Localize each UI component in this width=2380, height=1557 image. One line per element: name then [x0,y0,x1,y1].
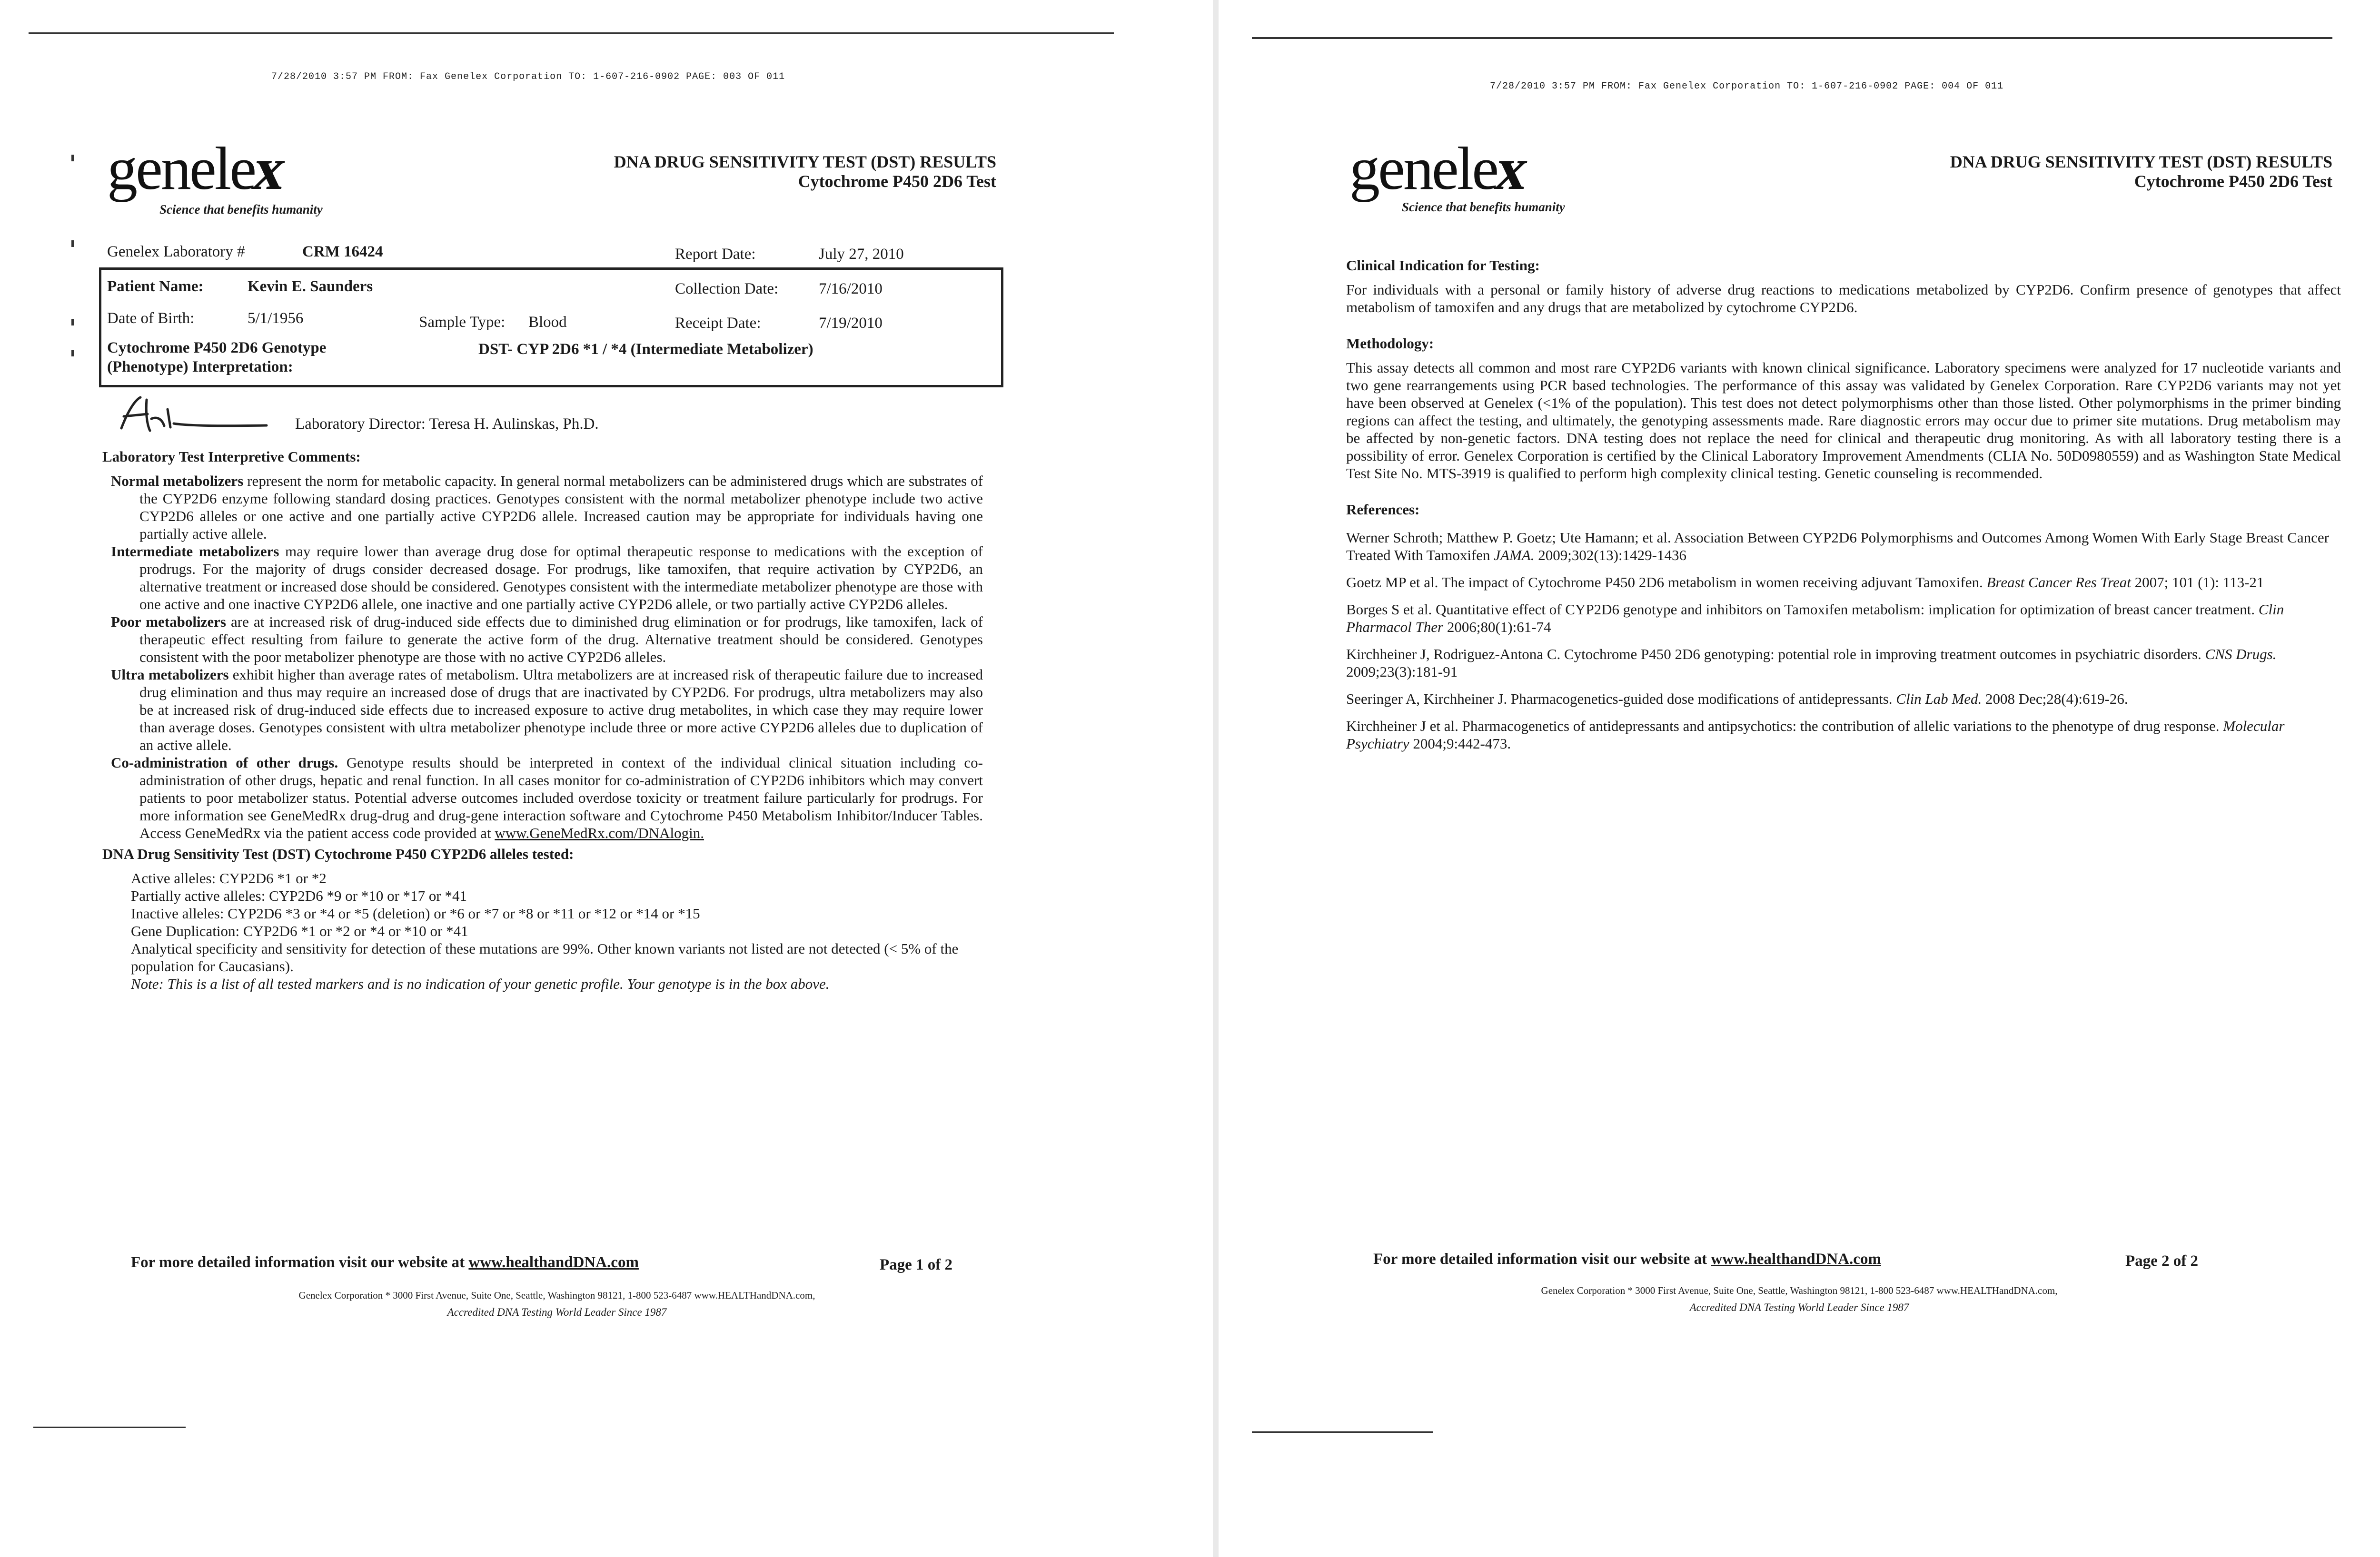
alleles-partial: Partially active alleles: CYP2D6 *9 or *10 or *17 or *41 [131,887,467,904]
page-number: Page 1 of 2 [880,1256,953,1273]
poor-metabolizers-text: are at increased risk of drug-induced side effects due to diminished drug elimination or for prodrugs, like tamoxifen, lack of therapeutic effect resulting from failure to generate the active form of the drug. Alternative treatment should be considered. Genotypes consistent with the poor metabolizer phenotype are those with no active CYP2D6 alleles. [139,613,983,665]
lab-number-label: Genelex Laboratory # [107,243,245,260]
scan-edge-line [1252,1431,1433,1433]
interpretive-comments [102,448,983,993]
reference-text: Kirchheiner J, Rodriguez-Antona C. Cytochrome P450 2D6 genotyping: potential role in improving treatment outcomes in psychiatric disorders. [1346,646,2202,662]
intermediate-metabolizers-heading: Intermediate metabolizers [111,543,279,560]
patient-name-value: Kevin E. Saunders [248,278,373,295]
logo-x-mark: x [248,135,289,202]
page-2 [1219,0,2380,1557]
intermediate-metabolizers-text: may require lower than average drug dose for optimal therapeutic response to medications with the exception of prodrugs. For the majority of drugs consider decreased dosage. For prodrugs, like tamoxifen, that require activation by CYP2D6, an alternative treatment or increased dose should be considered. Genotypes consistent with the intermediate metabolizer phenotype are those with one active and one inactive CYP2D6 allele, one inactive and one partially active CYP2D6 allele, or two partially active CYP2D6 alleles. [139,543,983,612]
footer-info-text: For more detailed information visit our website at [131,1254,465,1271]
genelex-logo [107,135,289,202]
coadministration-text: Genotype results should be interpreted in context of the individual clinical situation including co-administration of other drugs, hepatic and renal function. In all cases monitor for co-administration of CYP2D6 inhibitors which may convert patients to poor metabolizer status. Potential adverse outcomes included overdose toxicity or treatment failure particularly for prodrugs. For more information see GeneMedRx drug-drug and drug-gene interaction software and Cytochrome P450 Metabolism Inhibitor/Inducer Tables. Access GeneMedRx via the patient access code provided at [139,754,983,841]
methodology-heading: Methodology: [1346,335,1434,352]
alleles-inactive: Inactive alleles: CYP2D6 *3 or *4 or *5 (deletion) or *6 or *7 or *8 or *11 or *12 or *14 or *15 [131,905,700,922]
reference-citation: 2004;9:442-473. [1413,735,1511,752]
genemedrx-link[interactable]: www.GeneMedRx.com/DNAlogin. [495,825,704,841]
reference-text: Kirchheiner J et al. Pharmacogenetics of antidepressants and antipsychotics: the contribution of allelic variations to the phenotype of drug response. [1346,718,2220,734]
reference-item [1346,601,2341,636]
footer-accreditation: Accredited DNA Testing World Leader Since 1987 [1689,1301,1909,1313]
footer-address: Genelex Corporation * 3000 First Avenue, Suite One, Seattle, Washington 98121, 1-800 523-6487 www.HEALTHandDNA.com, [298,1290,815,1301]
footer-accreditation: Accredited DNA Testing World Leader Since 1987 [447,1306,667,1318]
references-list [1346,529,2341,752]
punch-mark [71,240,74,247]
alleles-list [102,869,983,993]
reference-journal: CNS Drugs. [2205,646,2277,662]
intermediate-metabolizers-paragraph [111,542,983,613]
methodology-text: This assay detects all common and most rare CYP2D6 variants with known clinical significance. Laboratory specimens were analyzed for 17 nucleotide variants and two gene rearrangements using PCR based technologies. The performance of this assay was validated by Genelex Corporation. Rare CYP2D6 variants may not yet have been observed at Genelex (<1% of the population). This test does not detect polymorphisms other than those listed. Other polymorphisms in the primer binding regions can affect the testing, and ultimately, the genotyping assessments made. Rare diagnostic errors may occur due to primer site mutations. Drug metabolism may be affected by non-genetic factors. DNA testing does not replace the need for clinical and therapeutic drug monitoring. As with all laboratory testing there is a possibility of error. Genelex Corporation is certified by the Clinical Laboratory Improvement Amendments (CLIA No. 50D0980559) and as Washington State Medical Test Site No. MTS-3919 is qualified to perform high complexity clinical testing. Genetic counseling is recommended. [1346,359,2341,482]
logo-tagline: Science that benefits humanity [159,202,323,217]
report-subtitle: Cytochrome P450 2D6 Test [798,172,996,191]
sample-type-value: Blood [528,314,567,331]
poor-metabolizers-heading: Poor metabolizers [111,613,226,630]
coadministration-heading: Co-administration of other drugs. [111,754,338,771]
reference-citation: 2008 Dec;28(4):619-26. [1985,690,2128,707]
director-signature [114,390,271,438]
report-subtitle: Cytochrome P450 2D6 Test [2134,172,2332,191]
fax-header: 7/28/2010 3:57 PM FROM: Fax Genelex Corporation TO: 1-607-216-0902 PAGE: 003 OF 011 [271,71,785,82]
genotype-label-line1: Cytochrome P450 2D6 Genotype [107,339,327,356]
normal-metabolizers-paragraph [111,472,983,542]
report-header [614,152,996,192]
reference-item [1346,717,2341,752]
footer-website-link[interactable]: www.healthandDNA.com [468,1254,639,1271]
comments-body [102,472,983,842]
reference-item [1346,690,2341,708]
receipt-date-label: Receipt Date: [675,315,761,332]
footer-info-text: For more detailed information visit our website at [1373,1251,1707,1268]
collection-date-value: 7/16/2010 [819,280,883,297]
logo-wordmark: genele [107,135,255,202]
genotype-label-line2: (Phenotype) Interpretation: [107,358,293,375]
logo-tagline: Science that benefits humanity [1402,200,1565,214]
reference-journal: JAMA. [1494,547,1535,563]
scan-edge-line [33,1427,186,1428]
coadministration-paragraph [111,754,983,842]
footer-website-link[interactable]: www.healthandDNA.com [1711,1251,1881,1268]
dob-value: 5/1/1956 [248,310,304,327]
sample-type-label: Sample Type: [419,314,506,331]
ultra-metabolizers-text: exhibit higher than average rates of metabolism. Ultra metabolizers are at increased risk of therapeutic failure due to increased drug elimination and thus may require an increased dose of drugs that are inactivated by CYP2D6. For prodrugs, ultra metabolizers may also be at increased risk of drug-induced side effects due to increased exposure to active drug metabolites, in which case they may require lower than average doses. Genotypes consistent with ultra metabolizer phenotype include three or more active CYP2D6 alleles due to duplication of an active allele. [139,666,983,753]
report-date-label: Report Date: [675,246,756,263]
references-heading: References: [1346,501,1420,518]
report-title: DNA DRUG SENSITIVITY TEST (DST) RESULTS [1950,152,2332,171]
report-details [1346,257,2341,762]
reference-journal: Molecular Psychiatry [1346,718,2285,752]
lab-number-value: CRM 16424 [302,243,383,260]
logo-wordmark: genele [1349,135,1497,202]
alleles-specificity: Analytical specificity and sensitivity for detection of these mutations are 99%. Other known variants not listed are not detected (< 5% of the population for Caucasians). [131,940,959,975]
reference-journal: Breast Cancer Res Treat [1986,574,2131,591]
dob-label: Date of Birth: [107,310,195,327]
genelex-logo [1349,135,1532,202]
poor-metabolizers-paragraph [111,613,983,666]
collection-date-label: Collection Date: [675,280,779,297]
reference-citation: 2006;80(1):61-74 [1447,619,1551,635]
punch-mark [71,350,74,356]
report-title: DNA DRUG SENSITIVITY TEST (DST) RESULTS [614,152,996,171]
fax-header: 7/28/2010 3:57 PM FROM: Fax Genelex Corporation TO: 1-607-216-0902 PAGE: 004 OF 011 [1490,81,2004,92]
reference-item [1346,573,2341,591]
normal-metabolizers-heading: Normal metabolizers [111,473,244,489]
reference-item [1346,645,2341,680]
reference-citation: 2007; 101 (1): 113-21 [2134,574,2264,591]
receipt-date-value: 7/19/2010 [819,315,883,332]
clinical-indication-heading: Clinical Indication for Testing: [1346,257,1540,274]
report-date-value: July 27, 2010 [819,246,904,263]
scan-edge-line [29,32,1114,34]
normal-metabolizers-text: represent the norm for metabolic capacity. In general normal metabolizers can be administered drugs which are substrates of the CYP2D6 enzyme following standard dosing practices. Genotypes consistent with the normal metabolizer phenotype include two active CYP2D6 alleles or one active and one partially active CYP2D6 allele. Increased caution may be appropriate for individuals having one partially active allele. [139,473,983,542]
page-gutter [1213,0,1219,1557]
reference-text: Goetz MP et al. The impact of Cytochrome P450 2D6 metabolism in women receiving adjuvant Tamoxifen. [1346,574,1983,591]
reference-item [1346,529,2341,564]
reference-journal: Clin Pharmacol Ther [1346,601,2284,635]
reference-journal: Clin Lab Med. [1896,690,1982,707]
page-number: Page 2 of 2 [2125,1252,2199,1270]
lab-director: Laboratory Director: Teresa H. Aulinskas, Ph.D. [295,415,599,433]
alleles-active: Active alleles: CYP2D6 *1 or *2 [131,870,327,887]
patient-name-label: Patient Name: [107,278,204,295]
reference-text: Werner Schroth; Matthew P. Goetz; Ute Hamann; et al. Association Between CYP2D6 Polymorphisms and Outcomes Among Women With Early Stage Breast Cancer Treated With Tamoxifen [1346,529,2329,563]
logo-x-mark: x [1491,135,1532,202]
punch-mark [71,319,74,325]
genotype-result: DST- CYP 2D6 *1 / *4 (Intermediate Metabolizer) [478,341,813,358]
footer-address: Genelex Corporation * 3000 First Avenue, Suite One, Seattle, Washington 98121, 1-800 523-6487 www.HEALTHandDNA.com, [1541,1285,2058,1296]
punch-mark [71,155,74,161]
alleles-duplication: Gene Duplication: CYP2D6 *1 or *2 or *4 or *10 or *41 [131,923,468,939]
report-header [1950,152,2332,192]
genotype-label [107,339,326,376]
comments-heading: Laboratory Test Interpretive Comments: [102,448,361,465]
reference-citation: 2009;302(13):1429-1436 [1538,547,1686,563]
alleles-note: Note: This is a list of all tested markers and is no indication of your genetic profile. Your genotype is in the box above. [131,976,830,992]
ultra-metabolizers-heading: Ultra metabolizers [111,666,229,683]
reference-text: Borges S et al. Quantitative effect of CYP2D6 genotype and inhibitors on Tamoxifen metabolism: implication for optimization of breast cancer treatment. [1346,601,2255,618]
clinical-indication-text: For individuals with a personal or family history of adverse drug reactions to medications metabolized by CYP2D6. Confirm presence of genotypes that affect metabolism of tamoxifen and any drugs that are metabolized by cytochrome CYP2D6. [1346,281,2341,315]
footer-info [131,1254,639,1271]
scan-edge-line [1252,37,2332,39]
footer-info [1373,1251,1881,1268]
reference-text: Seeringer A, Kirchheiner J. Pharmacogenetics-guided dose modifications of antidepressants. [1346,690,1893,707]
alleles-heading: DNA Drug Sensitivity Test (DST) Cytochrome P450 CYP2D6 alleles tested: [102,846,574,862]
ultra-metabolizers-paragraph [111,666,983,754]
reference-citation: 2009;23(3):181-91 [1346,663,1458,680]
